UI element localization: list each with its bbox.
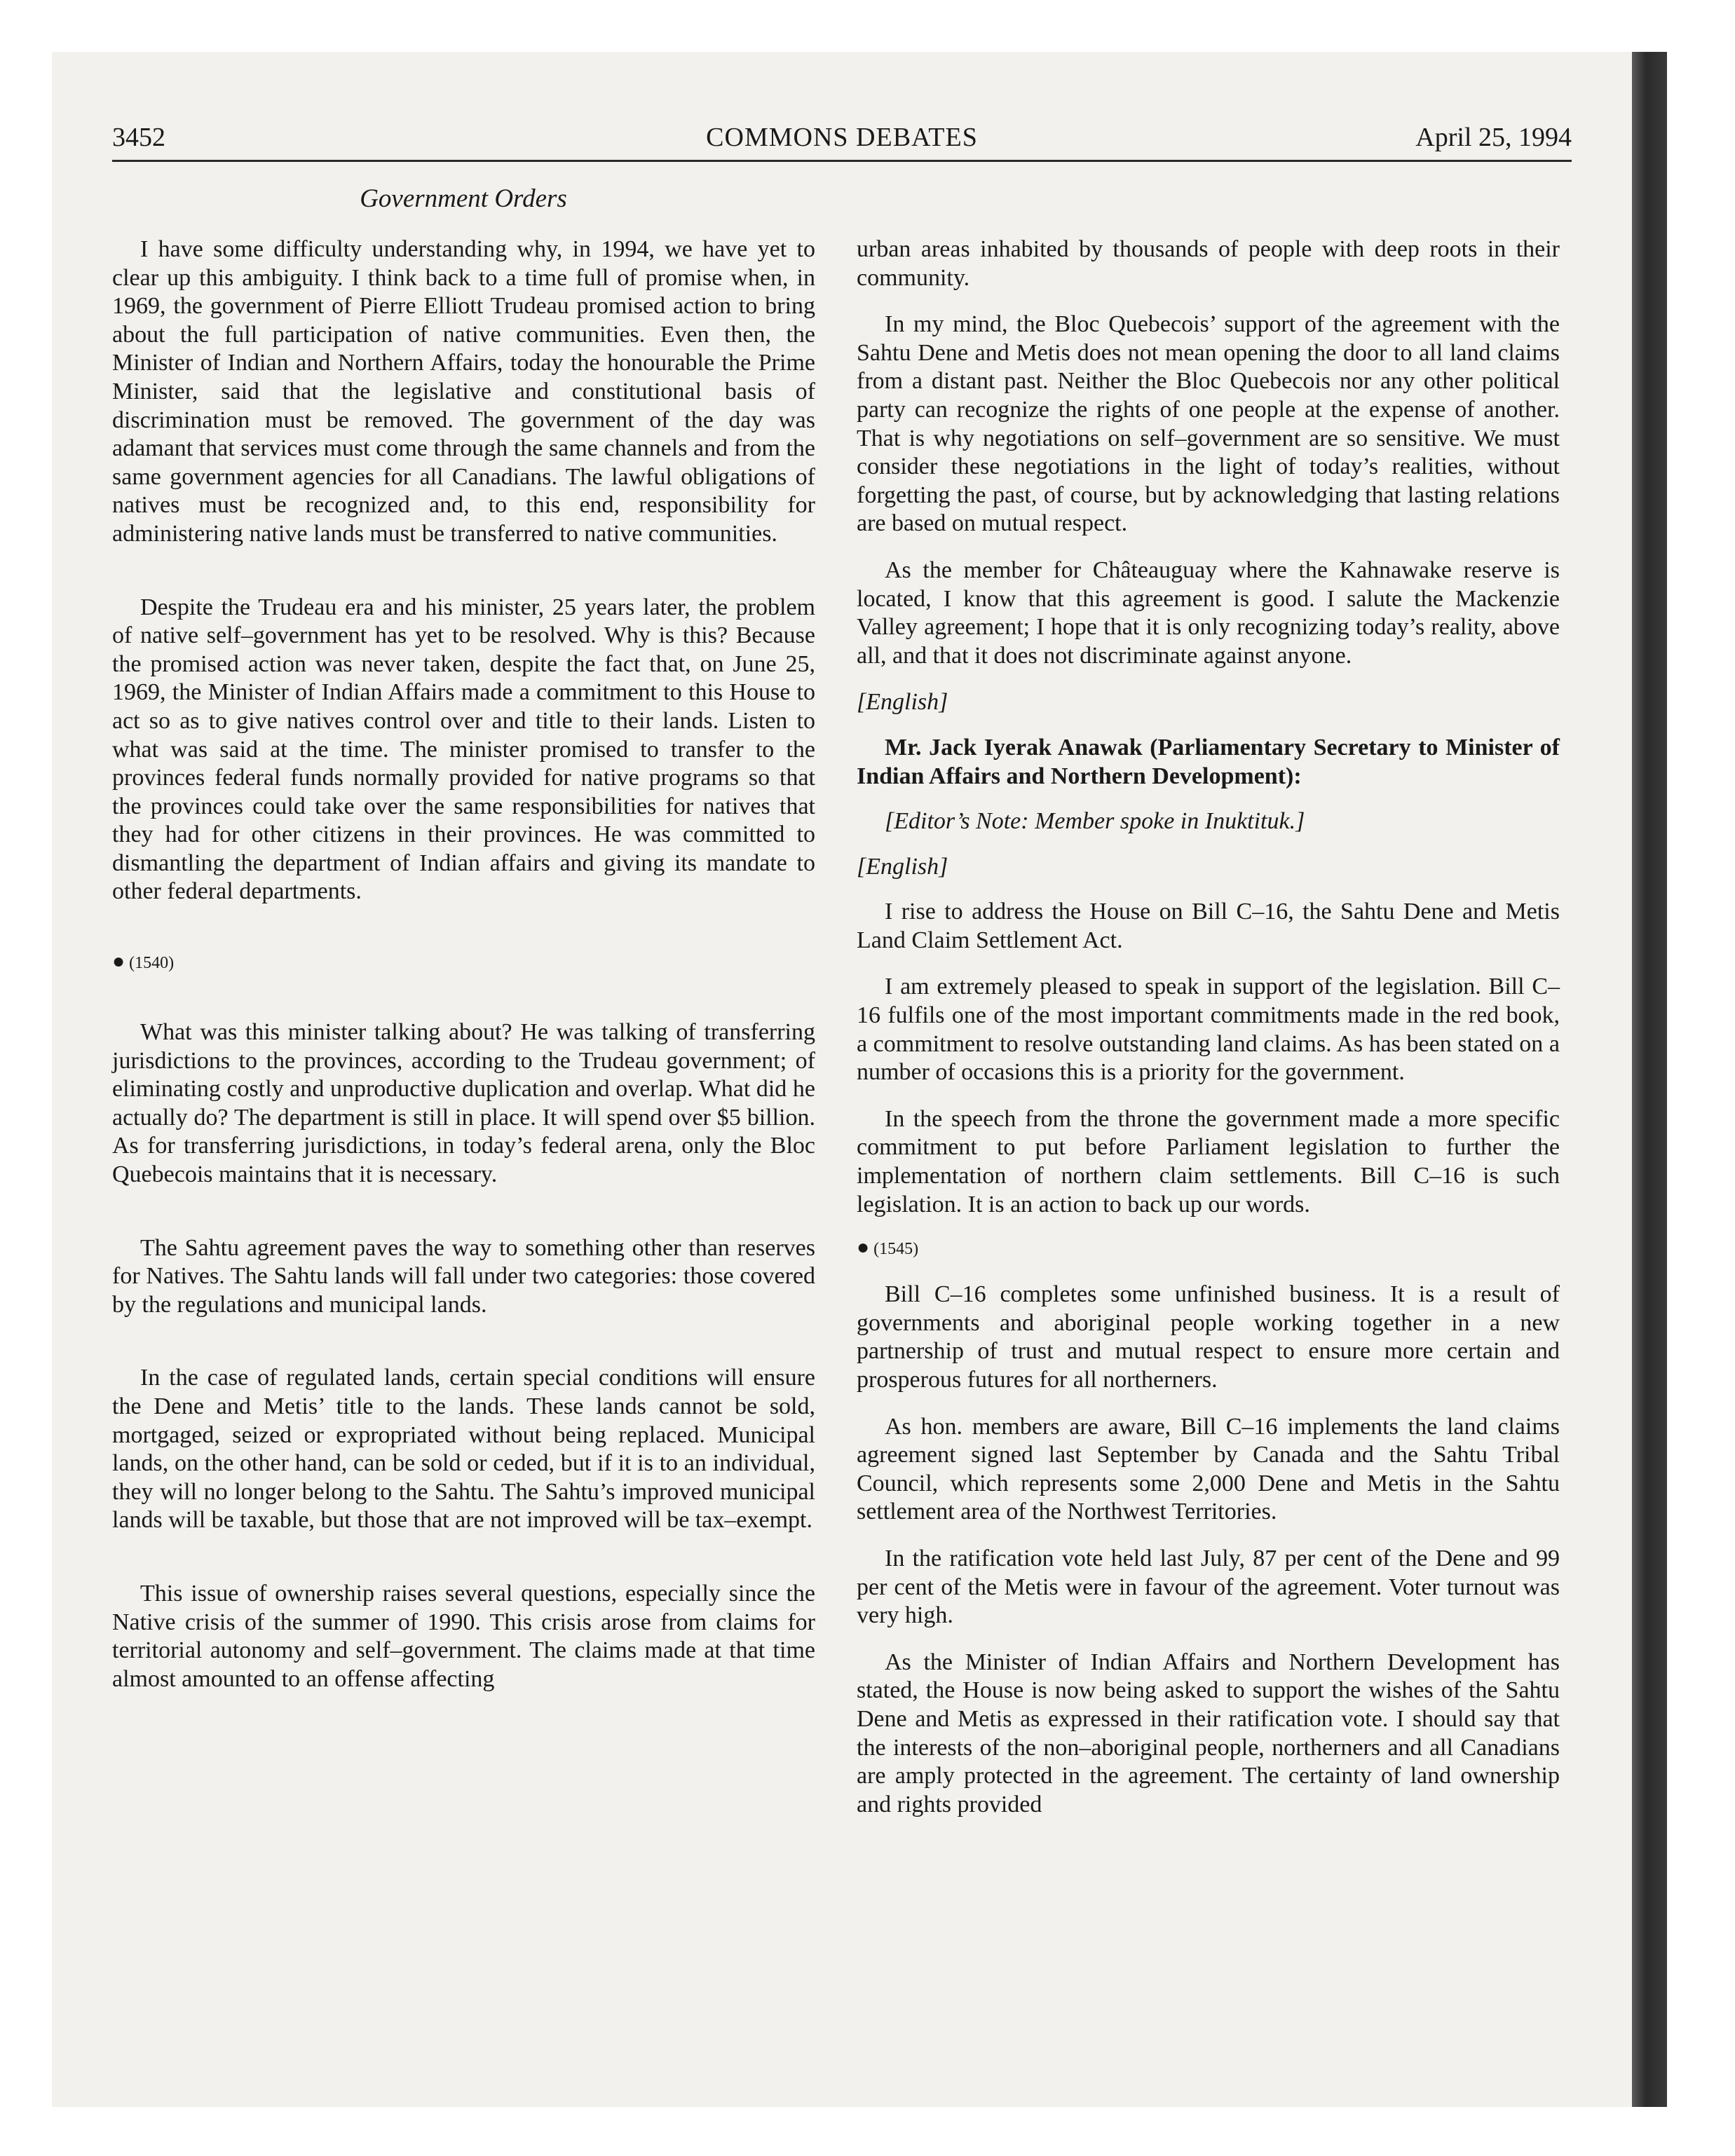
page-header <box>112 118 1572 162</box>
paragraph: This issue of ownership raises several questions, especially since the Native crisis of the summer of 1990. This crisis arose from claims for territorial autonomy and self–government. The claims made at that time almost amounted to an offense affecting <box>112 1580 815 1692</box>
bullet-icon: ● <box>857 1236 870 1260</box>
language-tag: [English] <box>857 689 948 716</box>
paragraph: As the member for Châteauguay where the Kahnawake reserve is located, I know that this agreement is good. I salute the Mackenzie Valley agreement; I hope that it is only recognizing today’s reality, above all, and that it does not discriminate against anyone. <box>857 557 1560 669</box>
page-number: 3452 <box>112 123 165 152</box>
publication-title: COMMONS DEBATES <box>706 123 978 152</box>
binding-edge <box>1632 52 1667 2107</box>
paragraph: I rise to address the House on Bill C–16, the Sahtu Dene and Metis Land Claim Settlement Act. <box>857 899 1560 953</box>
editor-note: [Editor’s Note: Member spoke in Inuktituk.] <box>885 808 1305 835</box>
language-tag: [English] <box>857 853 948 880</box>
paragraph: The Sahtu agreement paves the way to something other than reserves for Natives. The Sahtu lands will fall under two categories: those covered by the regulations and municipal lands. <box>112 1234 815 1318</box>
paragraph: urban areas inhabited by thousands of people with deep roots in their community. <box>857 236 1560 291</box>
time-marker <box>112 951 815 974</box>
publication-date: April 25, 1994 <box>1415 123 1572 152</box>
paragraph: In my mind, the Bloc Quebecois’ support of the agreement with the Sahtu Dene and Metis does not mean opening the door to all land claims from a distant past. Neither the Bloc Quebecois nor any other political party can recognize the rights of one people at the expense of another. That is why negotiations on self–government are so sensitive. We must consider these negotiations in the light of today’s realities, without forgetting the past, of course, but by acknowledging that lasting relations are based on mutual respect. <box>857 311 1560 537</box>
paragraph: Despite the Trudeau era and his minister, 25 years later, the problem of native self–government has yet to be resolved. Why is this? Because the promised action was never taken, despite the fact that, on June 25, 1969, the Minister of Indian Affairs made a commitment to this House to act so as to give natives control over and title to their lands. Listen to what was said at the time. The minister promised to transfer to the provinces federal funds normally provided for native programs so that the provinces could take over the same responsibilities for natives that they had for other citizens in their provinces. He was committed to dismantling the department of Indian affairs and giving its mandate to other federal departments. <box>112 594 815 905</box>
paragraph: Bill C–16 completes some unfinished business. It is a result of governments and aboriginal people working together in a new partnership of trust and mutual respect to ensure more certain and prosperous futures for all northerners. <box>857 1281 1560 1393</box>
paragraph: As the Minister of Indian Affairs and Northern Development has stated, the House is now being asked to support the wishes of the Sahtu Dene and Metis as expressed in their ratification vote. I should say that the interests of the non–aboriginal people, northerners and all Canadians are amply protected in the agreement. The certainty of land ownership and rights provided <box>857 1649 1560 1817</box>
paragraph: As hon. members are aware, Bill C–16 implements the land claims agreement signed last September by Canada and the Sahtu Tribal Council, which represents some 2,000 Dene and Metis in the Sahtu settlement area of the Northwest Territories. <box>857 1413 1560 1525</box>
right-column <box>857 236 1560 1837</box>
left-column <box>112 236 815 1738</box>
paragraph: I have some difficulty understanding why, in 1994, we have yet to clear up this ambiguity. I think back to a time full of promise when, in 1969, the government of Pierre Elliott Trudeau promised action to bring about the full participation of native communities. Even then, the Minister of Indian and Northern Affairs, today the honourable the Prime Minister, said that the legislative and constitutional basis of discrimination must be removed. The government of the day was adamant that services must come through the same channels and from the same government agencies for all Canadians. The lawful obligations of natives must be recognized and, to this end, responsibility for administering native lands must be transferred to native communities. <box>112 236 815 547</box>
bullet-icon: ● <box>112 950 125 974</box>
paragraph: In the case of regulated lands, certain special conditions will ensure the Dene and Metis’ title to the lands. These lands cannot be sold, mortgaged, seized or expropriated without being replaced. Municipal lands, on the other hand, can be sold or ceded, but if it is to an individual, they will no longer belong to the Sahtu. The Sahtu’s improved municipal lands will be taxable, but those that are not improved will be tax–exempt. <box>112 1365 815 1534</box>
section-title: Government Orders <box>360 184 567 213</box>
time-marker-text: (1545) <box>873 1240 919 1259</box>
paragraph: I am extremely pleased to speak in support of the legislation. Bill C–16 fulfils one of the most important commitments made in the red book, a commitment to resolve outstanding land claims. As has been stated on a number of occasions this is a priority for the government. <box>857 974 1560 1086</box>
paragraph: What was this minister talking about? He was talking of transferring jurisdictions to the provinces, according to the Trudeau government; of eliminating costly and unproductive duplication and overlap. What did he actually do? The department is still in place. It will spend over $5 billion. As for transferring jurisdictions, in today’s federal arena, only the Bloc Quebecois maintains that it is necessary. <box>112 1019 815 1188</box>
paragraph: In the ratification vote held last July, 87 per cent of the Dene and 99 per cent of the Metis were in favour of the agreement. Voter turnout was very high. <box>857 1545 1560 1629</box>
time-marker-text: (1540) <box>129 954 175 973</box>
speaker-heading: Mr. Jack Iyerak Anawak (Parliamentary Secretary to Minister of Indian Affairs and Northern Development): <box>857 734 1560 789</box>
time-marker <box>857 1237 1560 1260</box>
paragraph: In the speech from the throne the government made a more specific commitment to put before Parliament legislation to further the implementation of northern claim settlements. Bill C–16 is such legislation. It is an action to back up our words. <box>857 1105 1560 1217</box>
